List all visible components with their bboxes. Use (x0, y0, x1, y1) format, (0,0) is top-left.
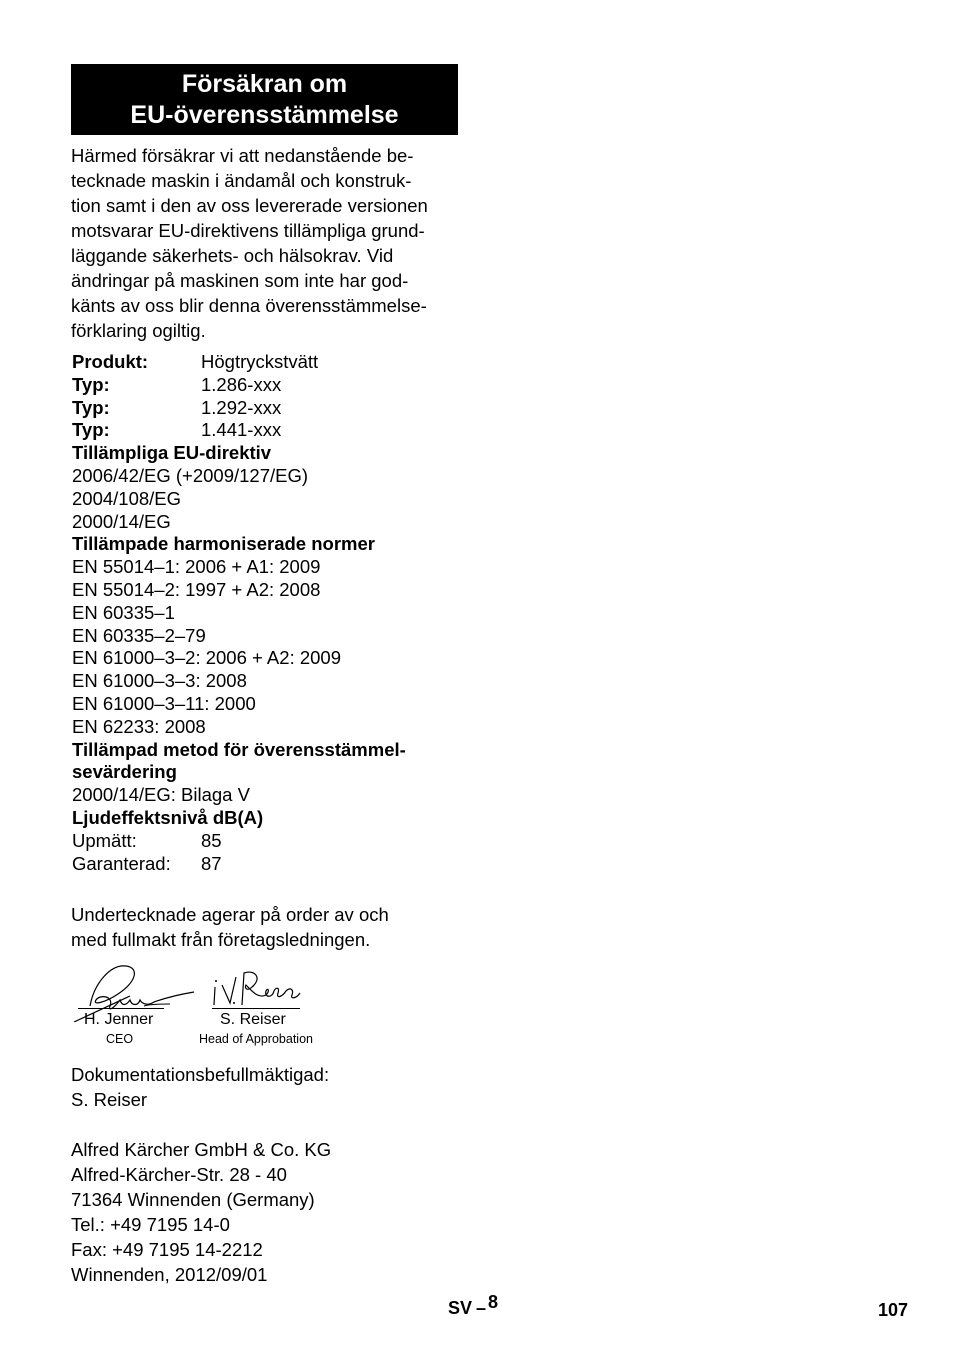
standard-item: EN 60335–1 (72, 601, 175, 623)
title-line-1: Försäkran om (181, 69, 348, 98)
page-title (71, 64, 458, 135)
directive-item: 2004/108/EG (72, 487, 182, 509)
documentation-name: S. Reiser (71, 1089, 148, 1110)
standard-item: EN 61000–3–2: 2006 + A2: 2009 (72, 647, 341, 669)
type-row (72, 419, 462, 442)
measured-label: Upmätt: (72, 829, 137, 851)
product-value: Högtryckstvätt (201, 351, 319, 372)
method-value: 2000/14/EG: Bilaga V (72, 784, 250, 806)
product-row (72, 351, 462, 374)
intro-line: ändringar på maskinen som inte har god- (71, 270, 409, 291)
intro-line: tecknade maskin i ändamål och konstruk- (71, 170, 412, 191)
type-row (72, 374, 462, 397)
type-value: 1.292-xxx (201, 396, 282, 418)
statement-line: Undertecknade agerar på order av och (71, 904, 389, 925)
intro-line: Härmed försäkrar vi att nedanstående be- (71, 145, 414, 166)
standard-item: EN 62233: 2008 (72, 715, 206, 737)
standard-item: EN 55014–2: 1997 + A2: 2008 (72, 578, 321, 600)
measured-value: 85 (201, 829, 222, 851)
type-value: 1.441-xxx (201, 419, 282, 441)
directives-heading: Tillämpliga EU-direktiv (72, 442, 272, 464)
method-heading-line-2: sevärdering (72, 761, 177, 783)
address-line: Winnenden, 2012/09/01 (71, 1264, 268, 1285)
sound-guaranteed-row (72, 853, 462, 876)
declaration-details (72, 351, 462, 875)
sound-measured-row (72, 830, 462, 853)
title-line-2: EU-överensstämmelse (130, 100, 399, 129)
guaranteed-value: 87 (201, 852, 222, 874)
authorization-statement (71, 902, 461, 952)
statement-line: med fullmakt från företagsledningen. (71, 929, 371, 950)
signatory-name: S. Reiser (220, 1011, 286, 1028)
company-address (71, 1137, 471, 1287)
intro-line: känts av oss blir denna överensstämmelse- (71, 295, 427, 316)
address-line: Alfred-Kärcher-Str. 28 - 40 (71, 1164, 287, 1185)
footer-section-page: 8 (488, 1292, 499, 1312)
intro-line: motsvarar EU-direktivens tillämpliga grund- (71, 220, 425, 241)
page-number: 107 (878, 1300, 909, 1320)
signature-line-reiser (212, 1008, 300, 1009)
signature-line-jenner (78, 1008, 164, 1009)
standards-heading: Tillämpade harmoniserade normer (72, 533, 375, 555)
standard-item: EN 61000–3–11: 2000 (72, 692, 256, 714)
type-value: 1.286-xxx (201, 373, 282, 395)
directive-item: 2006/42/EG (+2009/127/EG) (72, 464, 309, 486)
product-label: Produkt: (72, 351, 149, 372)
signatory-role: Head of Approbation (199, 1032, 313, 1046)
directive-item: 2000/14/EG (72, 510, 171, 532)
address-line: 71364 Winnenden (Germany) (71, 1189, 315, 1210)
standard-item: EN 61000–3–3: 2008 (72, 670, 247, 692)
footer-language: SV (448, 1298, 473, 1318)
method-heading-line-1: Tillämpad metod för överensstämmel- (72, 738, 406, 760)
type-label: Typ: (72, 419, 110, 441)
type-label: Typ: (72, 373, 110, 395)
type-row (72, 397, 462, 420)
footer-language-page (448, 1292, 499, 1319)
address-line: Tel.: +49 7195 14-0 (71, 1214, 230, 1235)
intro-line: förklaring ogiltig. (71, 320, 206, 341)
signature-block (70, 960, 370, 1050)
signatory-role: CEO (106, 1032, 134, 1046)
signatory-name: H. Jenner (84, 1011, 154, 1028)
type-label: Typ: (72, 396, 110, 418)
intro-line: tion samt i den av oss levererade versionen (71, 195, 428, 216)
documentation-authority (71, 1062, 471, 1112)
sound-heading: Ljudeffektsnivå dB(A) (72, 806, 264, 828)
address-line: Alfred Kärcher GmbH & Co. KG (71, 1139, 332, 1160)
standard-item: EN 55014–1: 2006 + A1: 2009 (72, 556, 321, 578)
address-line: Fax: +49 7195 14-2212 (71, 1239, 263, 1260)
standard-item: EN 60335–2–79 (72, 624, 206, 646)
intro-line: läggande säkerhets- och hälsokrav. Vid (71, 245, 394, 266)
footer-dash: – (476, 1298, 487, 1318)
guaranteed-label: Garanterad: (72, 852, 171, 874)
intro-paragraph (71, 143, 461, 343)
documentation-label: Dokumentationsbefullmäktigad: (71, 1064, 330, 1085)
